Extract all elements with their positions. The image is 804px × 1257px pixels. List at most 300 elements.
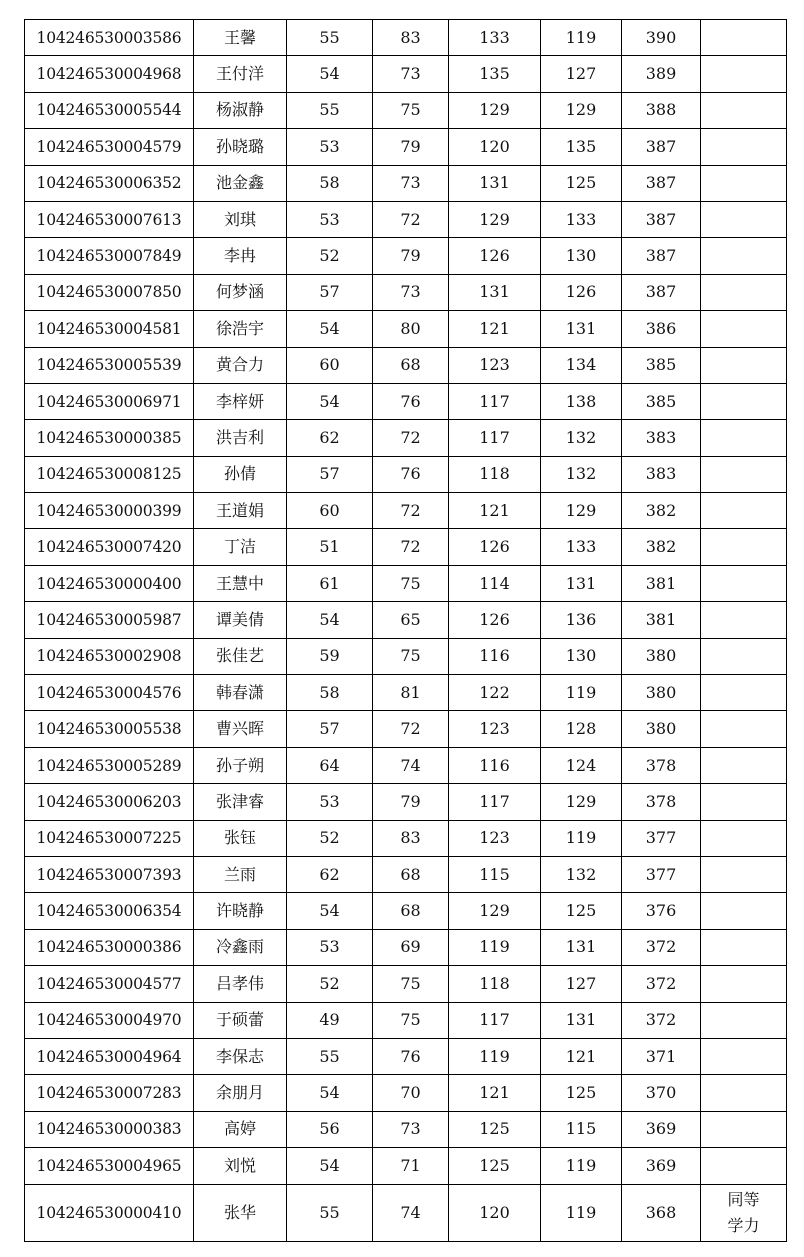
- total-score-cell: 387: [622, 165, 701, 201]
- candidate-name-cell: 韩春潇: [194, 675, 287, 711]
- total-score-cell: 380: [622, 638, 701, 674]
- note-cell: [701, 711, 787, 747]
- total-score-cell: 378: [622, 747, 701, 783]
- score-2-cell: 69: [373, 929, 449, 965]
- table-row: [25, 1184, 787, 1241]
- table-row: [25, 1075, 787, 1111]
- candidate-id-cell: 104246530004577: [25, 966, 194, 1002]
- score-2-cell: 83: [373, 820, 449, 856]
- note-cell: [701, 747, 787, 783]
- score-1-cell: 52: [287, 820, 373, 856]
- table-row: [25, 856, 787, 892]
- score-3-cell: 125: [449, 1111, 541, 1147]
- score-3-cell: 118: [449, 966, 541, 1002]
- score-3-cell: 116: [449, 747, 541, 783]
- total-score-cell: 376: [622, 893, 701, 929]
- score-1-cell: 60: [287, 347, 373, 383]
- candidate-name-cell: 王馨: [194, 20, 287, 56]
- total-score-cell: 381: [622, 602, 701, 638]
- table-row: [25, 1148, 787, 1184]
- score-1-cell: 61: [287, 565, 373, 601]
- note-cell: [701, 56, 787, 92]
- score-1-cell: 54: [287, 311, 373, 347]
- score-1-cell: 54: [287, 383, 373, 419]
- note-cell: [701, 1184, 787, 1241]
- candidate-id-cell: 104246530005544: [25, 92, 194, 128]
- note-cell: [701, 311, 787, 347]
- candidate-name-cell: 曹兴晖: [194, 711, 287, 747]
- score-table: [24, 19, 787, 1242]
- note-cell: [701, 493, 787, 529]
- candidate-name-cell: 刘琪: [194, 201, 287, 237]
- candidate-id-cell: 104246530007850: [25, 274, 194, 310]
- candidate-name-cell: 李梓妍: [194, 383, 287, 419]
- score-2-cell: 79: [373, 784, 449, 820]
- score-1-cell: 55: [287, 1038, 373, 1074]
- score-4-cell: 130: [541, 638, 622, 674]
- candidate-name-cell: 许晓静: [194, 893, 287, 929]
- table-row: [25, 529, 787, 565]
- note-cell: [701, 20, 787, 56]
- candidate-id-cell: 104246530004970: [25, 1002, 194, 1038]
- score-3-cell: 123: [449, 347, 541, 383]
- candidate-id-cell: 104246530006352: [25, 165, 194, 201]
- score-4-cell: 133: [541, 529, 622, 565]
- candidate-name-cell: 孙倩: [194, 456, 287, 492]
- score-4-cell: 129: [541, 493, 622, 529]
- table-row: [25, 238, 787, 274]
- candidate-id-cell: 104246530007393: [25, 856, 194, 892]
- table-row: [25, 347, 787, 383]
- table-row: [25, 165, 787, 201]
- total-score-cell: 382: [622, 493, 701, 529]
- table-row: [25, 1038, 787, 1074]
- table-row: [25, 747, 787, 783]
- score-3-cell: 119: [449, 929, 541, 965]
- total-score-cell: 368: [622, 1184, 701, 1241]
- candidate-name-cell: 何梦涵: [194, 274, 287, 310]
- score-1-cell: 57: [287, 274, 373, 310]
- note-cell: [701, 638, 787, 674]
- candidate-id-cell: 104246530008125: [25, 456, 194, 492]
- score-2-cell: 71: [373, 1148, 449, 1184]
- note-cell: [701, 893, 787, 929]
- candidate-name-cell: 谭美倩: [194, 602, 287, 638]
- score-1-cell: 55: [287, 92, 373, 128]
- note-cell: [701, 966, 787, 1002]
- candidate-name-cell: 王付洋: [194, 56, 287, 92]
- table-row: [25, 966, 787, 1002]
- score-2-cell: 73: [373, 165, 449, 201]
- candidate-name-cell: 张津睿: [194, 784, 287, 820]
- total-score-cell: 387: [622, 201, 701, 237]
- score-1-cell: 62: [287, 420, 373, 456]
- score-3-cell: 120: [449, 129, 541, 165]
- table-row: [25, 201, 787, 237]
- score-4-cell: 119: [541, 1148, 622, 1184]
- score-1-cell: 54: [287, 1148, 373, 1184]
- note-cell: [701, 456, 787, 492]
- candidate-id-cell: 104246530003586: [25, 20, 194, 56]
- note-cell: [701, 1111, 787, 1147]
- score-3-cell: 117: [449, 1002, 541, 1038]
- table-row: [25, 92, 787, 128]
- candidate-name-cell: 杨淑静: [194, 92, 287, 128]
- score-3-cell: 131: [449, 274, 541, 310]
- note-cell: [701, 565, 787, 601]
- candidate-id-cell: 104246530007225: [25, 820, 194, 856]
- note-cell: [701, 784, 787, 820]
- candidate-id-cell: 104246530007849: [25, 238, 194, 274]
- candidate-name-cell: 洪吉利: [194, 420, 287, 456]
- score-3-cell: 123: [449, 711, 541, 747]
- score-2-cell: 83: [373, 20, 449, 56]
- candidate-name-cell: 余朋月: [194, 1075, 287, 1111]
- note-cell: [701, 820, 787, 856]
- table-row: [25, 565, 787, 601]
- score-4-cell: 125: [541, 893, 622, 929]
- total-score-cell: 385: [622, 347, 701, 383]
- candidate-id-cell: 104246530004968: [25, 56, 194, 92]
- score-2-cell: 68: [373, 893, 449, 929]
- total-score-cell: 369: [622, 1148, 701, 1184]
- candidate-name-cell: 王慧中: [194, 565, 287, 601]
- score-1-cell: 53: [287, 929, 373, 965]
- score-3-cell: 129: [449, 201, 541, 237]
- score-4-cell: 119: [541, 1184, 622, 1241]
- candidate-name-cell: 王道娟: [194, 493, 287, 529]
- candidate-name-cell: 刘悦: [194, 1148, 287, 1184]
- candidate-id-cell: 104246530007283: [25, 1075, 194, 1111]
- score-3-cell: 123: [449, 820, 541, 856]
- score-2-cell: 72: [373, 529, 449, 565]
- table-row: [25, 929, 787, 965]
- score-3-cell: 117: [449, 784, 541, 820]
- table-row: [25, 1111, 787, 1147]
- candidate-id-cell: 104246530006354: [25, 893, 194, 929]
- total-score-cell: 387: [622, 238, 701, 274]
- score-4-cell: 115: [541, 1111, 622, 1147]
- candidate-name-cell: 于硕蕾: [194, 1002, 287, 1038]
- score-2-cell: 75: [373, 565, 449, 601]
- score-2-cell: 68: [373, 347, 449, 383]
- score-2-cell: 73: [373, 56, 449, 92]
- score-4-cell: 136: [541, 602, 622, 638]
- score-4-cell: 135: [541, 129, 622, 165]
- score-4-cell: 119: [541, 675, 622, 711]
- total-score-cell: 380: [622, 711, 701, 747]
- score-4-cell: 128: [541, 711, 622, 747]
- candidate-id-cell: 104246530006203: [25, 784, 194, 820]
- score-4-cell: 131: [541, 311, 622, 347]
- candidate-id-cell: 104246530000385: [25, 420, 194, 456]
- score-4-cell: 127: [541, 56, 622, 92]
- score-2-cell: 72: [373, 711, 449, 747]
- score-4-cell: 119: [541, 20, 622, 56]
- note-cell: [701, 1038, 787, 1074]
- total-score-cell: 383: [622, 456, 701, 492]
- score-4-cell: 124: [541, 747, 622, 783]
- score-4-cell: 129: [541, 92, 622, 128]
- score-4-cell: 138: [541, 383, 622, 419]
- total-score-cell: 387: [622, 129, 701, 165]
- table-row: [25, 420, 787, 456]
- note-cell: [701, 347, 787, 383]
- score-2-cell: 72: [373, 201, 449, 237]
- candidate-name-cell: 兰雨: [194, 856, 287, 892]
- table-row: [25, 820, 787, 856]
- candidate-id-cell: 104246530002908: [25, 638, 194, 674]
- candidate-id-cell: 104246530000410: [25, 1184, 194, 1241]
- candidate-id-cell: 104246530004576: [25, 675, 194, 711]
- score-3-cell: 117: [449, 383, 541, 419]
- candidate-name-cell: 张华: [194, 1184, 287, 1241]
- score-3-cell: 115: [449, 856, 541, 892]
- table-row: [25, 129, 787, 165]
- score-3-cell: 114: [449, 565, 541, 601]
- table-row: [25, 383, 787, 419]
- score-2-cell: 73: [373, 274, 449, 310]
- candidate-id-cell: 104246530000383: [25, 1111, 194, 1147]
- total-score-cell: 386: [622, 311, 701, 347]
- total-score-cell: 380: [622, 675, 701, 711]
- score-1-cell: 64: [287, 747, 373, 783]
- score-2-cell: 76: [373, 456, 449, 492]
- score-2-cell: 74: [373, 747, 449, 783]
- candidate-id-cell: 104246530004964: [25, 1038, 194, 1074]
- score-3-cell: 131: [449, 165, 541, 201]
- candidate-name-cell: 丁洁: [194, 529, 287, 565]
- table-row: [25, 274, 787, 310]
- score-3-cell: 135: [449, 56, 541, 92]
- candidate-name-cell: 张钰: [194, 820, 287, 856]
- table-row: [25, 893, 787, 929]
- candidate-name-cell: 黄合力: [194, 347, 287, 383]
- candidate-name-cell: 吕孝伟: [194, 966, 287, 1002]
- candidate-name-cell: 高婷: [194, 1111, 287, 1147]
- score-2-cell: 72: [373, 493, 449, 529]
- score-4-cell: 133: [541, 201, 622, 237]
- score-2-cell: 70: [373, 1075, 449, 1111]
- total-score-cell: 377: [622, 820, 701, 856]
- score-4-cell: 126: [541, 274, 622, 310]
- score-3-cell: 121: [449, 1075, 541, 1111]
- candidate-id-cell: 104246530004965: [25, 1148, 194, 1184]
- total-score-cell: 369: [622, 1111, 701, 1147]
- note-cell: [701, 92, 787, 128]
- score-1-cell: 51: [287, 529, 373, 565]
- score-3-cell: 122: [449, 675, 541, 711]
- total-score-cell: 383: [622, 420, 701, 456]
- score-1-cell: 53: [287, 129, 373, 165]
- total-score-cell: 388: [622, 92, 701, 128]
- score-1-cell: 54: [287, 56, 373, 92]
- total-score-cell: 385: [622, 383, 701, 419]
- score-2-cell: 75: [373, 92, 449, 128]
- score-3-cell: 129: [449, 92, 541, 128]
- score-1-cell: 52: [287, 238, 373, 274]
- note-cell: [701, 420, 787, 456]
- note-cell: [701, 856, 787, 892]
- candidate-id-cell: 104246530007420: [25, 529, 194, 565]
- score-3-cell: 117: [449, 420, 541, 456]
- note-cell: [701, 1075, 787, 1111]
- score-3-cell: 121: [449, 493, 541, 529]
- score-2-cell: 75: [373, 1002, 449, 1038]
- candidate-name-cell: 孙子朔: [194, 747, 287, 783]
- candidate-id-cell: 104246530004581: [25, 311, 194, 347]
- score-1-cell: 58: [287, 675, 373, 711]
- score-1-cell: 54: [287, 602, 373, 638]
- table-body: [25, 20, 787, 1242]
- score-2-cell: 65: [373, 602, 449, 638]
- total-score-cell: 389: [622, 56, 701, 92]
- score-4-cell: 125: [541, 1075, 622, 1111]
- score-3-cell: 126: [449, 602, 541, 638]
- note-cell: [701, 129, 787, 165]
- total-score-cell: 372: [622, 1002, 701, 1038]
- candidate-name-cell: 孙晓璐: [194, 129, 287, 165]
- score-2-cell: 72: [373, 420, 449, 456]
- score-1-cell: 57: [287, 456, 373, 492]
- candidate-name-cell: 徐浩宇: [194, 311, 287, 347]
- score-3-cell: 121: [449, 311, 541, 347]
- score-1-cell: 55: [287, 20, 373, 56]
- note-cell: [701, 929, 787, 965]
- score-3-cell: 125: [449, 1148, 541, 1184]
- total-score-cell: 378: [622, 784, 701, 820]
- score-4-cell: 131: [541, 929, 622, 965]
- score-2-cell: 79: [373, 238, 449, 274]
- score-1-cell: 58: [287, 165, 373, 201]
- candidate-id-cell: 104246530005289: [25, 747, 194, 783]
- total-score-cell: 390: [622, 20, 701, 56]
- total-score-cell: 372: [622, 966, 701, 1002]
- score-4-cell: 119: [541, 820, 622, 856]
- candidate-id-cell: 104246530005538: [25, 711, 194, 747]
- score-4-cell: 132: [541, 420, 622, 456]
- total-score-cell: 371: [622, 1038, 701, 1074]
- score-2-cell: 68: [373, 856, 449, 892]
- candidate-id-cell: 104246530004579: [25, 129, 194, 165]
- score-3-cell: 116: [449, 638, 541, 674]
- score-4-cell: 127: [541, 966, 622, 1002]
- score-2-cell: 76: [373, 1038, 449, 1074]
- score-4-cell: 131: [541, 1002, 622, 1038]
- score-2-cell: 75: [373, 638, 449, 674]
- candidate-name-cell: 李冉: [194, 238, 287, 274]
- score-1-cell: 59: [287, 638, 373, 674]
- score-4-cell: 125: [541, 165, 622, 201]
- note-cell: [701, 1002, 787, 1038]
- score-3-cell: 129: [449, 893, 541, 929]
- score-1-cell: 60: [287, 493, 373, 529]
- score-1-cell: 56: [287, 1111, 373, 1147]
- score-4-cell: 132: [541, 856, 622, 892]
- note-cell: [701, 238, 787, 274]
- candidate-id-cell: 104246530000400: [25, 565, 194, 601]
- note-cell: [701, 1148, 787, 1184]
- note-cell: [701, 201, 787, 237]
- score-1-cell: 49: [287, 1002, 373, 1038]
- score-4-cell: 129: [541, 784, 622, 820]
- candidate-name-cell: 池金鑫: [194, 165, 287, 201]
- table-row: [25, 784, 787, 820]
- score-2-cell: 81: [373, 675, 449, 711]
- score-2-cell: 74: [373, 1184, 449, 1241]
- note-cell: [701, 675, 787, 711]
- total-score-cell: 381: [622, 565, 701, 601]
- table-row: [25, 602, 787, 638]
- note-cell: [701, 602, 787, 638]
- score-1-cell: 57: [287, 711, 373, 747]
- candidate-id-cell: 104246530007613: [25, 201, 194, 237]
- table-row: [25, 20, 787, 56]
- total-score-cell: 372: [622, 929, 701, 965]
- candidate-id-cell: 104246530000386: [25, 929, 194, 965]
- score-1-cell: 55: [287, 1184, 373, 1241]
- total-score-cell: 377: [622, 856, 701, 892]
- candidate-id-cell: 104246530005539: [25, 347, 194, 383]
- note-cell: [701, 274, 787, 310]
- candidate-name-cell: 冷鑫雨: [194, 929, 287, 965]
- score-3-cell: 126: [449, 238, 541, 274]
- score-4-cell: 131: [541, 565, 622, 601]
- total-score-cell: 382: [622, 529, 701, 565]
- score-3-cell: 126: [449, 529, 541, 565]
- table-row: [25, 311, 787, 347]
- candidate-id-cell: 104246530000399: [25, 493, 194, 529]
- score-1-cell: 53: [287, 201, 373, 237]
- score-3-cell: 133: [449, 20, 541, 56]
- table-row: [25, 1002, 787, 1038]
- table-row: [25, 638, 787, 674]
- note-cell: [701, 529, 787, 565]
- score-1-cell: 53: [287, 784, 373, 820]
- score-4-cell: 121: [541, 1038, 622, 1074]
- score-3-cell: 118: [449, 456, 541, 492]
- score-1-cell: 54: [287, 1075, 373, 1111]
- candidate-id-cell: 104246530005987: [25, 602, 194, 638]
- score-4-cell: 132: [541, 456, 622, 492]
- score-4-cell: 130: [541, 238, 622, 274]
- candidate-name-cell: 李保志: [194, 1038, 287, 1074]
- candidate-id-cell: 104246530006971: [25, 383, 194, 419]
- table-row: [25, 493, 787, 529]
- table-row: [25, 456, 787, 492]
- score-3-cell: 120: [449, 1184, 541, 1241]
- note-text: 同等学力: [727, 1189, 760, 1235]
- total-score-cell: 370: [622, 1075, 701, 1111]
- score-1-cell: 62: [287, 856, 373, 892]
- score-2-cell: 79: [373, 129, 449, 165]
- score-2-cell: 80: [373, 311, 449, 347]
- score-1-cell: 54: [287, 893, 373, 929]
- table-row: [25, 711, 787, 747]
- score-1-cell: 52: [287, 966, 373, 1002]
- score-4-cell: 134: [541, 347, 622, 383]
- total-score-cell: 387: [622, 274, 701, 310]
- score-2-cell: 75: [373, 966, 449, 1002]
- table-row: [25, 56, 787, 92]
- score-2-cell: 76: [373, 383, 449, 419]
- candidate-name-cell: 张佳艺: [194, 638, 287, 674]
- note-cell: [701, 165, 787, 201]
- score-3-cell: 119: [449, 1038, 541, 1074]
- table-row: [25, 675, 787, 711]
- note-cell: [701, 383, 787, 419]
- score-2-cell: 73: [373, 1111, 449, 1147]
